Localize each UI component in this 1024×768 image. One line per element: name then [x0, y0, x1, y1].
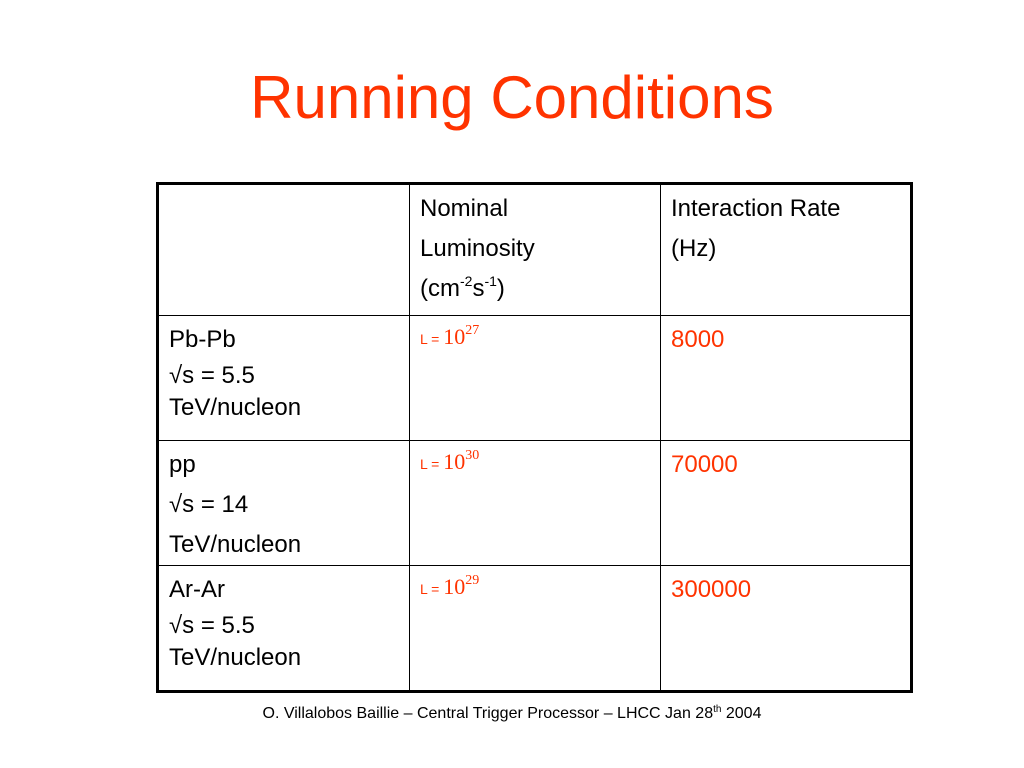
luminosity-cell [410, 316, 661, 441]
header-rate-line1: Interaction Rate [671, 195, 841, 222]
luminosity-base: 10 [443, 574, 466, 599]
footer-text: O. Villalobos Baillie – Central Trigger Processor – LHCC Jan 28 [262, 705, 714, 722]
footer-ordinal-suffix: th [713, 704, 722, 715]
header-cell-empty [158, 184, 410, 316]
system-cell [158, 316, 410, 441]
slide-footer [0, 705, 1024, 723]
rate-cell [661, 566, 912, 692]
luminosity-symbol: L [420, 331, 428, 347]
luminosity-value [420, 320, 650, 356]
header-cell-luminosity [410, 184, 661, 316]
luminosity-cell [410, 441, 661, 566]
luminosity-value [420, 445, 650, 481]
system-name: Ar-Ar [169, 576, 225, 603]
luminosity-equals: = [427, 456, 444, 472]
unit-exp-cm: -2 [459, 273, 473, 289]
luminosity-symbol: L [420, 456, 428, 472]
system-name: pp [169, 451, 196, 478]
luminosity-exponent: 27 [465, 323, 480, 338]
table-header-row [158, 184, 912, 316]
unit-exp-s: -1 [484, 273, 497, 289]
system-energy-unit: TeV/nucleon [169, 531, 302, 558]
interaction-rate-value: 300000 [671, 576, 752, 603]
system-energy-unit: TeV/nucleon [169, 394, 302, 421]
rate-cell [661, 441, 912, 566]
header-luminosity-unit [420, 269, 650, 309]
rate-cell [661, 316, 912, 441]
system-energy: √s = 5.5 [169, 612, 255, 639]
system-cell [158, 566, 410, 692]
footer-year: 2004 [721, 705, 762, 722]
header-luminosity-line1: Nominal [420, 195, 509, 222]
header-luminosity-line2: Luminosity [420, 235, 535, 262]
unit-open: (cm [420, 275, 460, 302]
system-name: Pb-Pb [169, 326, 236, 353]
unit-mid: s [472, 275, 485, 302]
luminosity-equals: = [427, 331, 444, 347]
table-row [158, 316, 912, 441]
luminosity-base: 10 [443, 449, 466, 474]
slide-title: Running Conditions [250, 64, 774, 131]
table-row [158, 441, 912, 566]
running-conditions-table [156, 182, 913, 693]
luminosity-equals: = [427, 581, 444, 597]
luminosity-exponent: 29 [465, 573, 480, 588]
interaction-rate-value: 8000 [671, 326, 725, 353]
system-energy-unit: TeV/nucleon [169, 644, 302, 671]
luminosity-base: 10 [443, 324, 466, 349]
system-energy: √s = 14 [169, 491, 249, 518]
luminosity-value [420, 570, 650, 606]
luminosity-symbol: L [420, 581, 428, 597]
interaction-rate-value: 70000 [671, 451, 738, 478]
unit-close: ) [496, 275, 505, 302]
header-rate-line2: (Hz) [671, 235, 717, 262]
system-energy: √s = 5.5 [169, 362, 255, 389]
luminosity-cell [410, 566, 661, 692]
header-cell-interaction-rate [661, 184, 912, 316]
system-cell [158, 441, 410, 566]
luminosity-exponent: 30 [465, 448, 480, 463]
table-row [158, 566, 912, 692]
